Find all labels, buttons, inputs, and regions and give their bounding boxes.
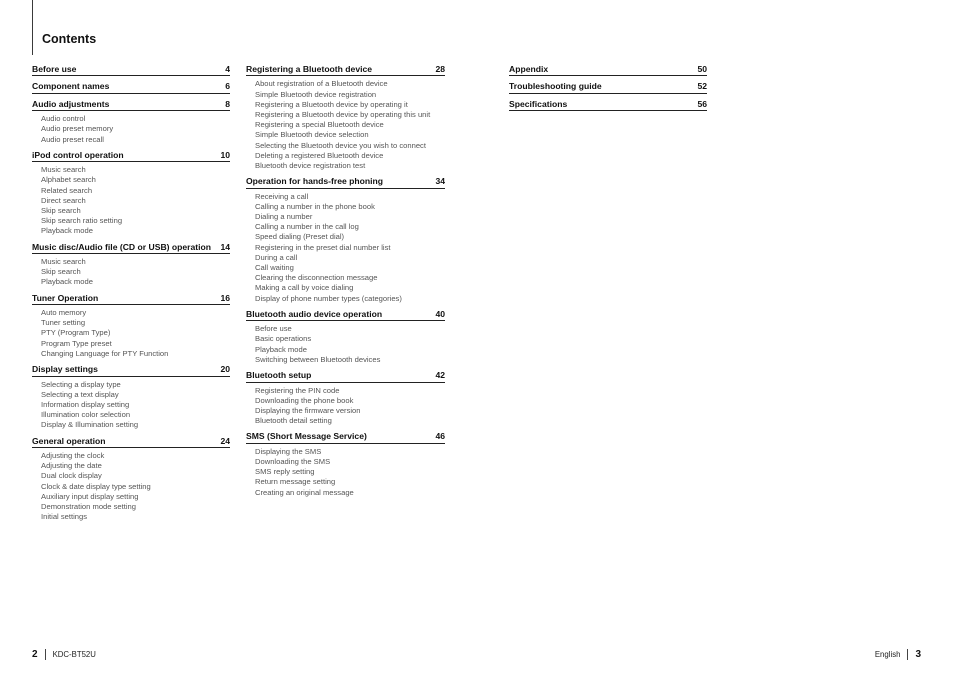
section-title: Display settings: [32, 364, 98, 375]
footer-right: [875, 649, 921, 660]
section-page-number: 16: [220, 292, 230, 303]
toc-section-heading[interactable]: [246, 431, 445, 443]
section-page-number: 20: [220, 364, 230, 375]
subtopic-item[interactable]: Displaying the firmware version: [255, 405, 361, 415]
section-page-number: 34: [435, 176, 445, 187]
toc-section: [32, 293, 230, 359]
subtopic-item[interactable]: Audio preset recall: [41, 134, 104, 144]
subtopic-item[interactable]: Music search: [41, 257, 86, 267]
subtopic-item[interactable]: Registering a Bluetooth device by operating this unit: [255, 110, 431, 120]
toc-section-heading[interactable]: [32, 364, 230, 376]
subtopic-item[interactable]: Before use: [255, 324, 292, 334]
subtopic-item[interactable]: Registering the PIN code: [255, 385, 340, 395]
toc-section: [509, 64, 707, 76]
subtopic-item[interactable]: Calling a number in the phone book: [255, 201, 375, 211]
section-page-number: 40: [435, 308, 445, 319]
footer-left: [32, 649, 96, 660]
toc-section-heading[interactable]: [246, 370, 445, 382]
subtopic-item[interactable]: Selecting a text display: [41, 389, 119, 399]
subtopic-item[interactable]: Playback mode: [41, 226, 93, 236]
toc-section-heading[interactable]: [32, 64, 230, 76]
subtopic-list: [246, 192, 445, 304]
subtopic-item[interactable]: Auxiliary input display setting: [41, 491, 139, 501]
subtopic-item[interactable]: Simple Bluetooth device selection: [255, 130, 369, 140]
subtopic-item[interactable]: Auto memory: [41, 308, 87, 318]
subtopic-item[interactable]: SMS reply setting: [255, 467, 315, 477]
subtopic-item[interactable]: Skip search: [41, 267, 81, 277]
subtopic-item[interactable]: About registration of a Bluetooth device: [255, 79, 388, 89]
subtopic-item[interactable]: Adjusting the clock: [41, 450, 105, 460]
section-page-number: 42: [435, 370, 445, 381]
subtopic-item[interactable]: Basic operations: [255, 334, 312, 344]
right-page-number: 3: [915, 649, 921, 660]
subtopic-item[interactable]: Tuner setting: [41, 318, 86, 328]
subtopic-item[interactable]: Audio preset memory: [41, 124, 114, 134]
subtopic-item[interactable]: Creating an original message: [255, 487, 354, 497]
toc-section: [32, 64, 230, 76]
section-title: Troubleshooting guide: [509, 81, 602, 92]
section-title: Component names: [32, 81, 110, 92]
subtopic-item[interactable]: Program Type preset: [41, 338, 112, 348]
section-title: Audio adjustments: [32, 98, 110, 109]
subtopic-list: [246, 386, 445, 427]
subtopic-item[interactable]: Displaying the SMS: [255, 446, 322, 456]
subtopic-item[interactable]: Related search: [41, 185, 93, 195]
toc-column-3: [509, 64, 707, 116]
subtopic-item[interactable]: Receiving a call: [255, 191, 309, 201]
subtopic-item[interactable]: Bluetooth detail setting: [255, 416, 332, 426]
subtopic-item[interactable]: Display & Illumination setting: [41, 420, 139, 430]
section-title: Bluetooth audio device operation: [246, 308, 383, 319]
subtopic-item[interactable]: Display of phone number types (categories): [255, 293, 402, 303]
section-page-number: 56: [697, 98, 707, 109]
subtopic-list: [246, 447, 445, 498]
header-rule: [32, 0, 33, 55]
toc-section-heading[interactable]: [509, 99, 707, 111]
section-title: Registering a Bluetooth device: [246, 64, 373, 74]
section-title: Operation for hands-free phoning: [246, 176, 384, 187]
subtopic-item[interactable]: Changing Language for PTY Function: [41, 348, 169, 358]
toc-section-heading[interactable]: [32, 150, 230, 162]
section-title: General operation: [32, 435, 106, 446]
toc-section: [509, 81, 707, 93]
subtopic-item[interactable]: Alphabet search: [41, 175, 96, 185]
toc-section: [509, 99, 707, 111]
section-page-number: 50: [697, 64, 707, 74]
subtopic-item[interactable]: Playback mode: [255, 344, 307, 354]
subtopic-item[interactable]: During a call: [255, 252, 298, 262]
section-page-number: 6: [225, 81, 230, 92]
subtopic-item[interactable]: Calling a number in the call log: [255, 222, 359, 232]
subtopic-item[interactable]: Illumination color selection: [41, 410, 131, 420]
subtopic-list: [246, 79, 445, 171]
toc-section-heading[interactable]: [509, 81, 707, 93]
subtopic-item[interactable]: Return message setting: [255, 477, 336, 487]
toc-section-heading[interactable]: [246, 309, 445, 321]
subtopic-item[interactable]: Adjusting the date: [41, 461, 102, 471]
toc-section: [32, 150, 230, 237]
subtopic-item[interactable]: Playback mode: [41, 277, 93, 287]
toc-section-heading[interactable]: [32, 242, 230, 254]
subtopic-item[interactable]: Dual clock display: [41, 471, 102, 481]
subtopic-item[interactable]: Skip search: [41, 206, 81, 216]
toc-column-2: [246, 64, 445, 503]
toc-section-heading[interactable]: [32, 99, 230, 111]
model-name: KDC-BT52U: [52, 650, 96, 659]
subtopic-item[interactable]: Call waiting: [255, 263, 294, 273]
toc-section-heading[interactable]: [32, 81, 230, 93]
footer-divider: [907, 649, 908, 660]
subtopic-list: [246, 324, 445, 365]
section-page-number: 4: [225, 64, 230, 74]
toc-section: [246, 64, 445, 171]
toc-section: [32, 242, 230, 288]
subtopic-item[interactable]: Information display setting: [41, 399, 130, 409]
section-page-number: 28: [435, 64, 445, 74]
section-page-number: 46: [435, 431, 445, 442]
section-title: Appendix: [509, 64, 549, 74]
subtopic-item[interactable]: Simple Bluetooth device registration: [255, 89, 377, 99]
subtopic-item[interactable]: Demonstration mode setting: [41, 501, 136, 511]
subtopic-list: [32, 257, 230, 288]
subtopic-list: [32, 165, 230, 236]
section-title: Tuner Operation: [32, 292, 99, 303]
subtopic-list: [32, 114, 230, 145]
subtopic-item[interactable]: Registering a Bluetooth device by operating it: [255, 99, 408, 109]
toc-section-heading[interactable]: [246, 64, 445, 76]
subtopic-item[interactable]: Making a call by voice dialing: [255, 283, 354, 293]
subtopic-item[interactable]: Selecting the Bluetooth device you wish to connect: [255, 140, 426, 150]
section-page-number: 52: [697, 81, 707, 92]
subtopic-item[interactable]: Bluetooth device registration test: [255, 161, 366, 171]
toc-section-heading[interactable]: [509, 64, 707, 76]
subtopic-item[interactable]: Clock & date display type setting: [41, 481, 151, 491]
toc-section: [246, 431, 445, 497]
section-title: Bluetooth setup: [246, 370, 312, 381]
section-page-number: 8: [225, 98, 230, 109]
language-label: English: [874, 650, 901, 659]
toc-section: [246, 370, 445, 426]
section-title: Before use: [32, 64, 77, 74]
toc-section: [246, 309, 445, 365]
subtopic-list: [32, 380, 230, 431]
subtopic-item[interactable]: Downloading the SMS: [255, 456, 331, 466]
subtopic-item[interactable]: Music search: [41, 165, 86, 175]
toc-section-heading[interactable]: [246, 176, 445, 188]
toc-section: [32, 99, 230, 145]
subtopic-item[interactable]: Clearing the disconnection message: [255, 273, 378, 283]
section-page-number: 14: [220, 241, 230, 252]
subtopic-item[interactable]: Registering in the preset dial number list: [255, 242, 391, 252]
subtopic-list: [32, 308, 230, 359]
subtopic-item[interactable]: Selecting a display type: [41, 379, 121, 389]
footer-divider: [45, 649, 46, 660]
section-page-number: 24: [220, 435, 230, 446]
toc-section-heading[interactable]: [32, 436, 230, 448]
section-title: Music disc/Audio file (CD or USB) operation: [32, 241, 212, 252]
subtopic-item[interactable]: Speed dialing (Preset dial): [255, 232, 345, 242]
subtopic-list: [32, 451, 230, 522]
subtopic-item[interactable]: Skip search ratio setting: [41, 216, 123, 226]
section-title: iPod control operation: [32, 149, 124, 160]
toc-section: [32, 81, 230, 93]
subtopic-item[interactable]: Dialing a number: [255, 212, 313, 222]
section-title: SMS (Short Message Service): [246, 431, 367, 442]
subtopic-item[interactable]: Registering a special Bluetooth device: [255, 120, 384, 130]
subtopic-item[interactable]: Direct search: [41, 195, 86, 205]
subtopic-item[interactable]: Switching between Bluetooth devices: [255, 354, 381, 364]
left-page-number: 2: [32, 649, 38, 660]
toc-section: [246, 176, 445, 304]
toc-column-1: [32, 64, 230, 527]
subtopic-item[interactable]: Audio control: [41, 114, 86, 124]
subtopic-item[interactable]: Downloading the phone book: [255, 395, 354, 405]
subtopic-item[interactable]: Deleting a registered Bluetooth device: [255, 150, 384, 160]
section-title: Specifications: [509, 98, 568, 109]
subtopic-item[interactable]: Initial settings: [41, 512, 88, 522]
section-page-number: 10: [220, 149, 230, 160]
subtopic-item[interactable]: PTY (Program Type): [41, 328, 111, 338]
toc-section: [32, 364, 230, 430]
toc-section: [32, 436, 230, 523]
toc-section-heading[interactable]: [32, 293, 230, 305]
page-title: Contents: [42, 32, 97, 46]
